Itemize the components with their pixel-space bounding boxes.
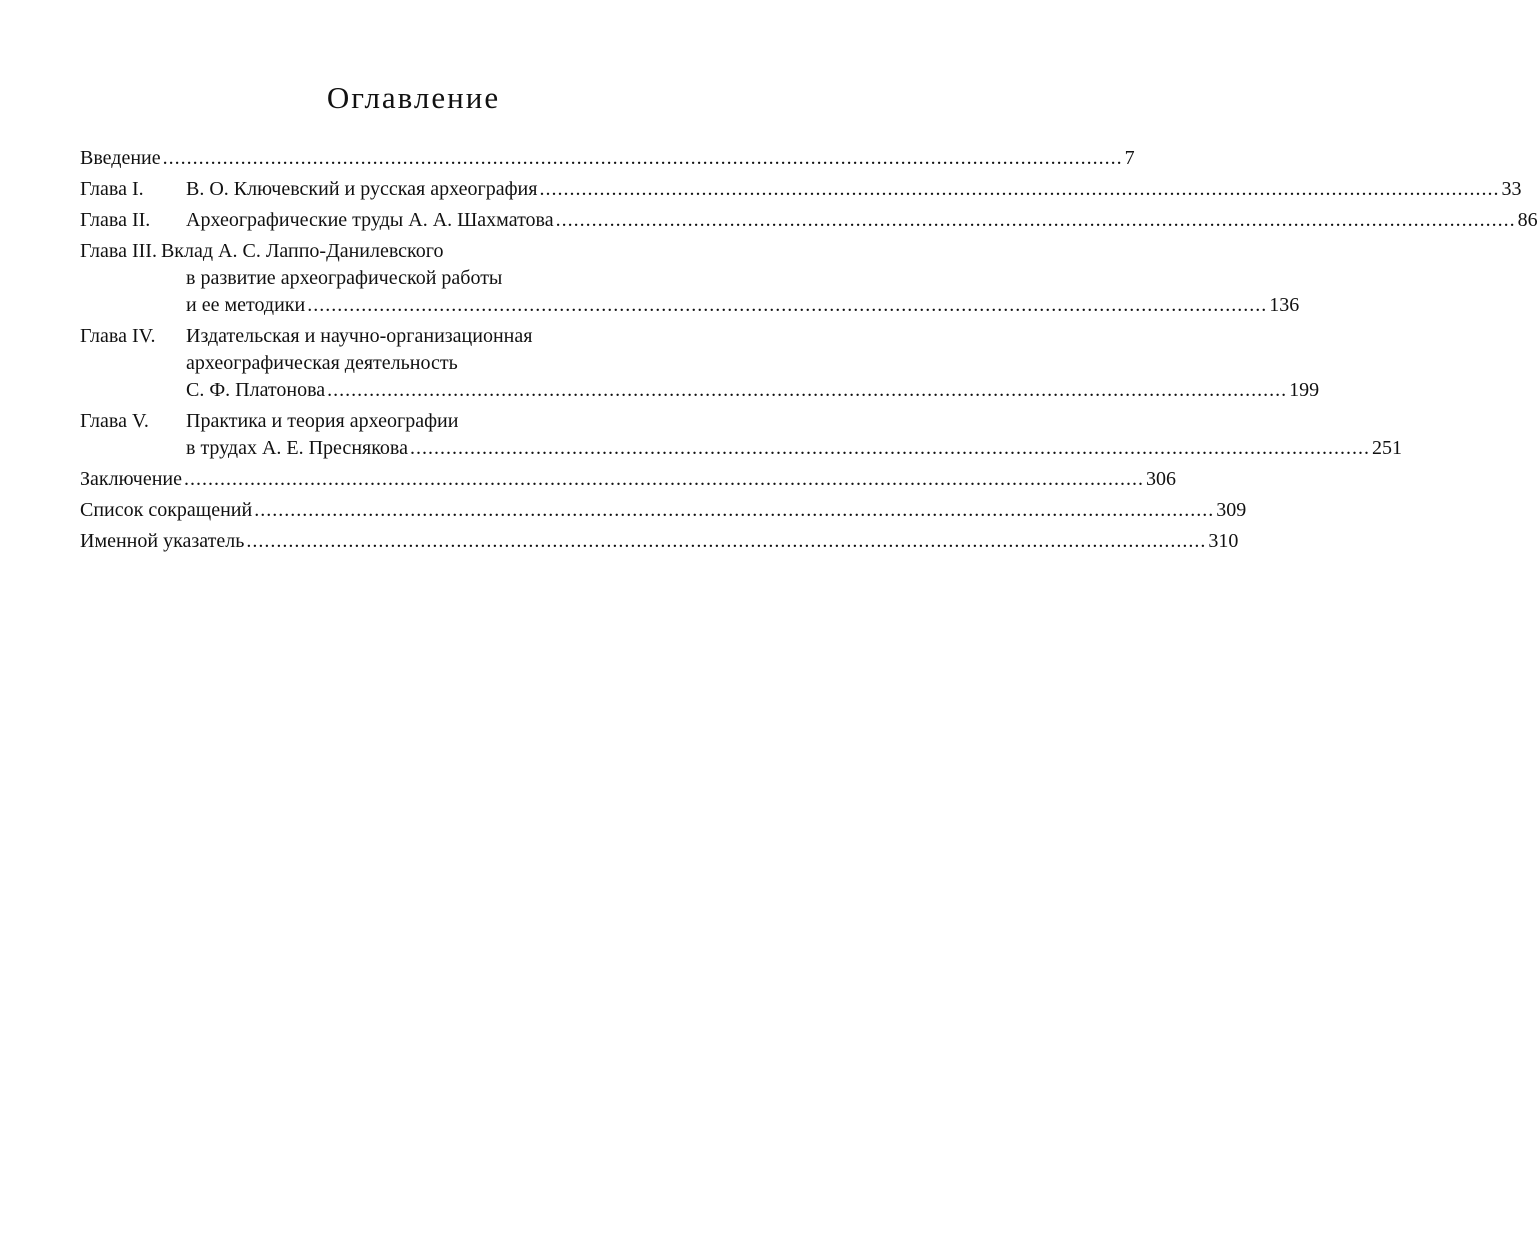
toc-entry-title: Издательская и научно-организационная — [186, 325, 533, 347]
dot-leader: ................................................................................................................................................................ — [184, 468, 1144, 490]
toc-entry-abbreviations[interactable] — [80, 497, 1247, 524]
dot-leader: ................................................................................................................................................................ — [246, 530, 1207, 552]
toc-chapter-label: Глава IV. — [80, 325, 156, 347]
toc-entry-chapter-2[interactable] — [80, 207, 1538, 234]
toc-page-number: 33 — [1501, 178, 1522, 200]
toc-page-number: 306 — [1146, 468, 1176, 490]
toc-entry-title: Введение — [80, 147, 161, 169]
dot-leader: ................................................................................................................................................................ — [254, 499, 1215, 521]
dot-leader: ................................................................................................................................................................ — [307, 294, 1268, 316]
toc-entry-title: Вклад А. С. Лаппо-Данилевского — [160, 240, 444, 262]
toc-entry-introduction[interactable] — [80, 145, 1135, 172]
toc-entry-title-continued: археографическая деятельность — [186, 352, 458, 374]
toc-chapter-label: Глава V. — [80, 410, 149, 432]
toc-entry-title-continued: в трудах А. Е. Преснякова — [186, 437, 408, 459]
toc-entry-title-continued: С. Ф. Платонова — [186, 379, 326, 401]
toc-page-number: 7 — [1124, 147, 1135, 169]
toc-entry-chapter-3[interactable] — [80, 238, 1300, 319]
toc-chapter-label: Глава I. — [80, 178, 144, 200]
page-title: Оглавление — [326, 80, 501, 115]
dot-leader: ................................................................................................................................................................ — [162, 147, 1123, 169]
toc-entry-chapter-5[interactable] — [80, 408, 1402, 462]
toc-entry-title: Заключение — [80, 468, 182, 490]
toc-entry-title: Именной указатель — [80, 530, 245, 552]
toc-entry-chapter-4[interactable] — [80, 323, 1320, 404]
toc-entry-chapter-1[interactable] — [80, 176, 1522, 203]
toc-entry-title: В. О. Ключевский и русская археография — [186, 178, 538, 200]
toc-page-number: 310 — [1208, 530, 1239, 552]
toc-entry-conclusion[interactable] — [80, 466, 1176, 493]
toc-page-number: 86 — [1517, 209, 1538, 231]
toc-entry-title: Практика и теория археографии — [186, 410, 459, 432]
toc-entry-name-index[interactable] — [80, 528, 1239, 555]
toc-page-number: 309 — [1216, 499, 1247, 521]
toc-entry-title-continued: и ее методики — [186, 294, 306, 316]
toc-entry-title: Список сокращений — [80, 499, 253, 521]
toc-page-number: 251 — [1371, 437, 1402, 459]
dot-leader: ................................................................................................................................................................ — [327, 379, 1288, 401]
toc-entry-title: Археографические труды А. А. Шахматова — [186, 209, 554, 231]
toc-page-number: 136 — [1269, 294, 1300, 316]
toc-page-number: 199 — [1289, 379, 1320, 401]
dot-leader: ................................................................................................................................................................ — [409, 437, 1370, 459]
table-of-contents — [80, 145, 1538, 555]
toc-chapter-label: Глава III. — [80, 240, 157, 262]
dot-leader: ................................................................................................................................................................ — [539, 178, 1500, 200]
toc-chapter-label: Глава II. — [80, 209, 151, 231]
dot-leader: ................................................................................................................................................................ — [555, 209, 1516, 231]
toc-entry-title-continued: в развитие археографической работы — [186, 267, 503, 289]
